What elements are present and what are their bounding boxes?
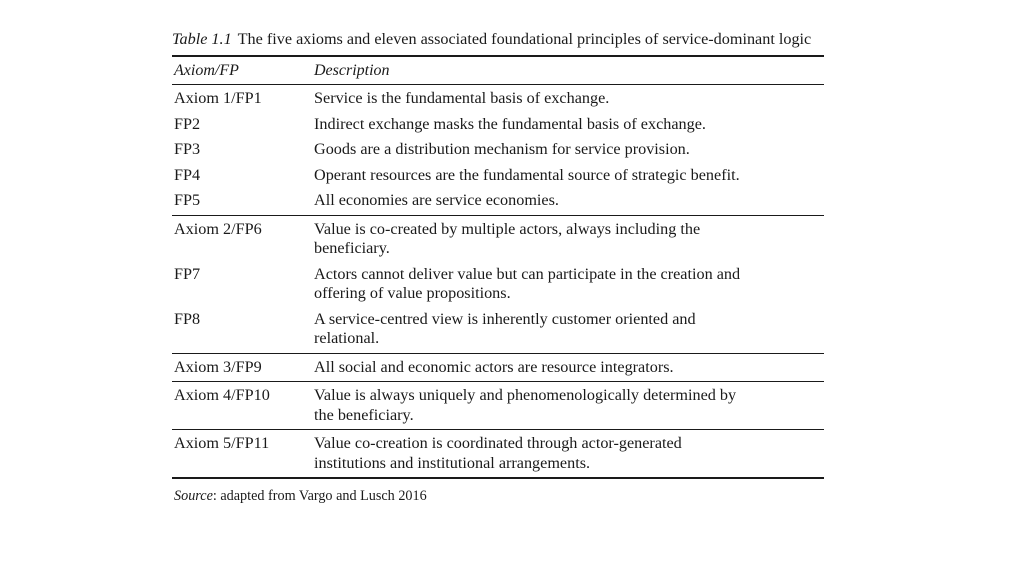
source-text: : adapted from Vargo and Lusch 2016	[212, 488, 427, 504]
table-row	[172, 166, 824, 186]
row-axiom-fp: FP3	[174, 140, 201, 158]
description-line: All social and economic actors are resource integrators.	[314, 357, 674, 376]
table-row	[172, 220, 824, 259]
description-line: institutions and institutional arrangements.	[314, 453, 591, 472]
row-description	[314, 140, 824, 160]
row-description	[314, 358, 824, 378]
description-line: Service is the fundamental basis of exchange.	[314, 89, 610, 107]
table-row	[172, 115, 824, 135]
table-header	[172, 57, 824, 84]
row-description	[314, 220, 824, 259]
row-description	[314, 310, 824, 349]
description-line: Value is co-created by multiple actors, always including the	[314, 219, 701, 238]
row-axiom-fp: FP2	[174, 114, 201, 133]
table-row	[172, 358, 824, 378]
row-description	[314, 191, 824, 211]
table-body	[172, 85, 824, 479]
row-description	[314, 265, 824, 304]
row-axiom-fp: Axiom 2/FP6	[174, 219, 262, 238]
table-row	[172, 191, 824, 211]
source-label: Source	[174, 488, 213, 504]
table-group	[172, 382, 824, 429]
row-axiom-fp: FP7	[174, 264, 201, 283]
table-caption	[172, 30, 824, 49]
description-line: relational.	[314, 329, 380, 347]
table-row	[172, 386, 824, 425]
row-axiom-fp: FP5	[174, 191, 201, 209]
row-axiom-fp: FP8	[174, 309, 201, 328]
row-axiom-fp: Axiom 5/FP11	[174, 434, 270, 452]
table-group	[172, 430, 824, 477]
table-row	[172, 434, 824, 473]
row-description	[314, 115, 824, 135]
table-row	[172, 89, 824, 109]
description-line: Actors cannot deliver value but can participate in the creation and	[314, 264, 741, 283]
row-axiom-fp: Axiom 4/FP10	[174, 386, 270, 404]
header-description: Description	[314, 61, 390, 79]
description-line: the beneficiary.	[314, 405, 414, 424]
description-line: All economies are service economies.	[314, 191, 559, 209]
row-description	[314, 434, 824, 473]
table-title: The five axioms and eleven associated foundational principles of service-dominant logic	[237, 30, 812, 48]
header-axiom-fp: Axiom/FP	[174, 61, 239, 79]
table-row	[172, 140, 824, 160]
description-line: Operant resources are the fundamental source of strategic benefit.	[314, 165, 740, 184]
description-line: Value co-creation is coordinated through actor-generated	[314, 434, 682, 452]
row-description	[314, 386, 824, 425]
table-row	[172, 265, 824, 304]
row-description	[314, 89, 824, 109]
row-axiom-fp: Axiom 1/FP1	[174, 89, 262, 107]
description-line: offering of value propositions.	[314, 284, 511, 302]
description-line: Goods are a distribution mechanism for service provision.	[314, 140, 690, 158]
description-line: beneficiary.	[314, 239, 390, 257]
table-number: Table 1.1	[172, 30, 232, 48]
group-rule	[172, 477, 824, 479]
row-axiom-fp: Axiom 3/FP9	[174, 357, 262, 376]
row-description	[314, 166, 824, 186]
table-row	[172, 310, 824, 349]
description-line: Value is always uniquely and phenomenologically determined by	[314, 386, 737, 404]
table-group	[172, 354, 824, 382]
description-line: Indirect exchange masks the fundamental basis of exchange.	[314, 114, 706, 133]
table-figure	[172, 30, 824, 505]
table-group	[172, 216, 824, 353]
table-source	[172, 488, 824, 505]
table-group	[172, 85, 824, 215]
description-line: A service-centred view is inherently customer oriented and	[314, 309, 696, 328]
row-axiom-fp: FP4	[174, 165, 201, 184]
